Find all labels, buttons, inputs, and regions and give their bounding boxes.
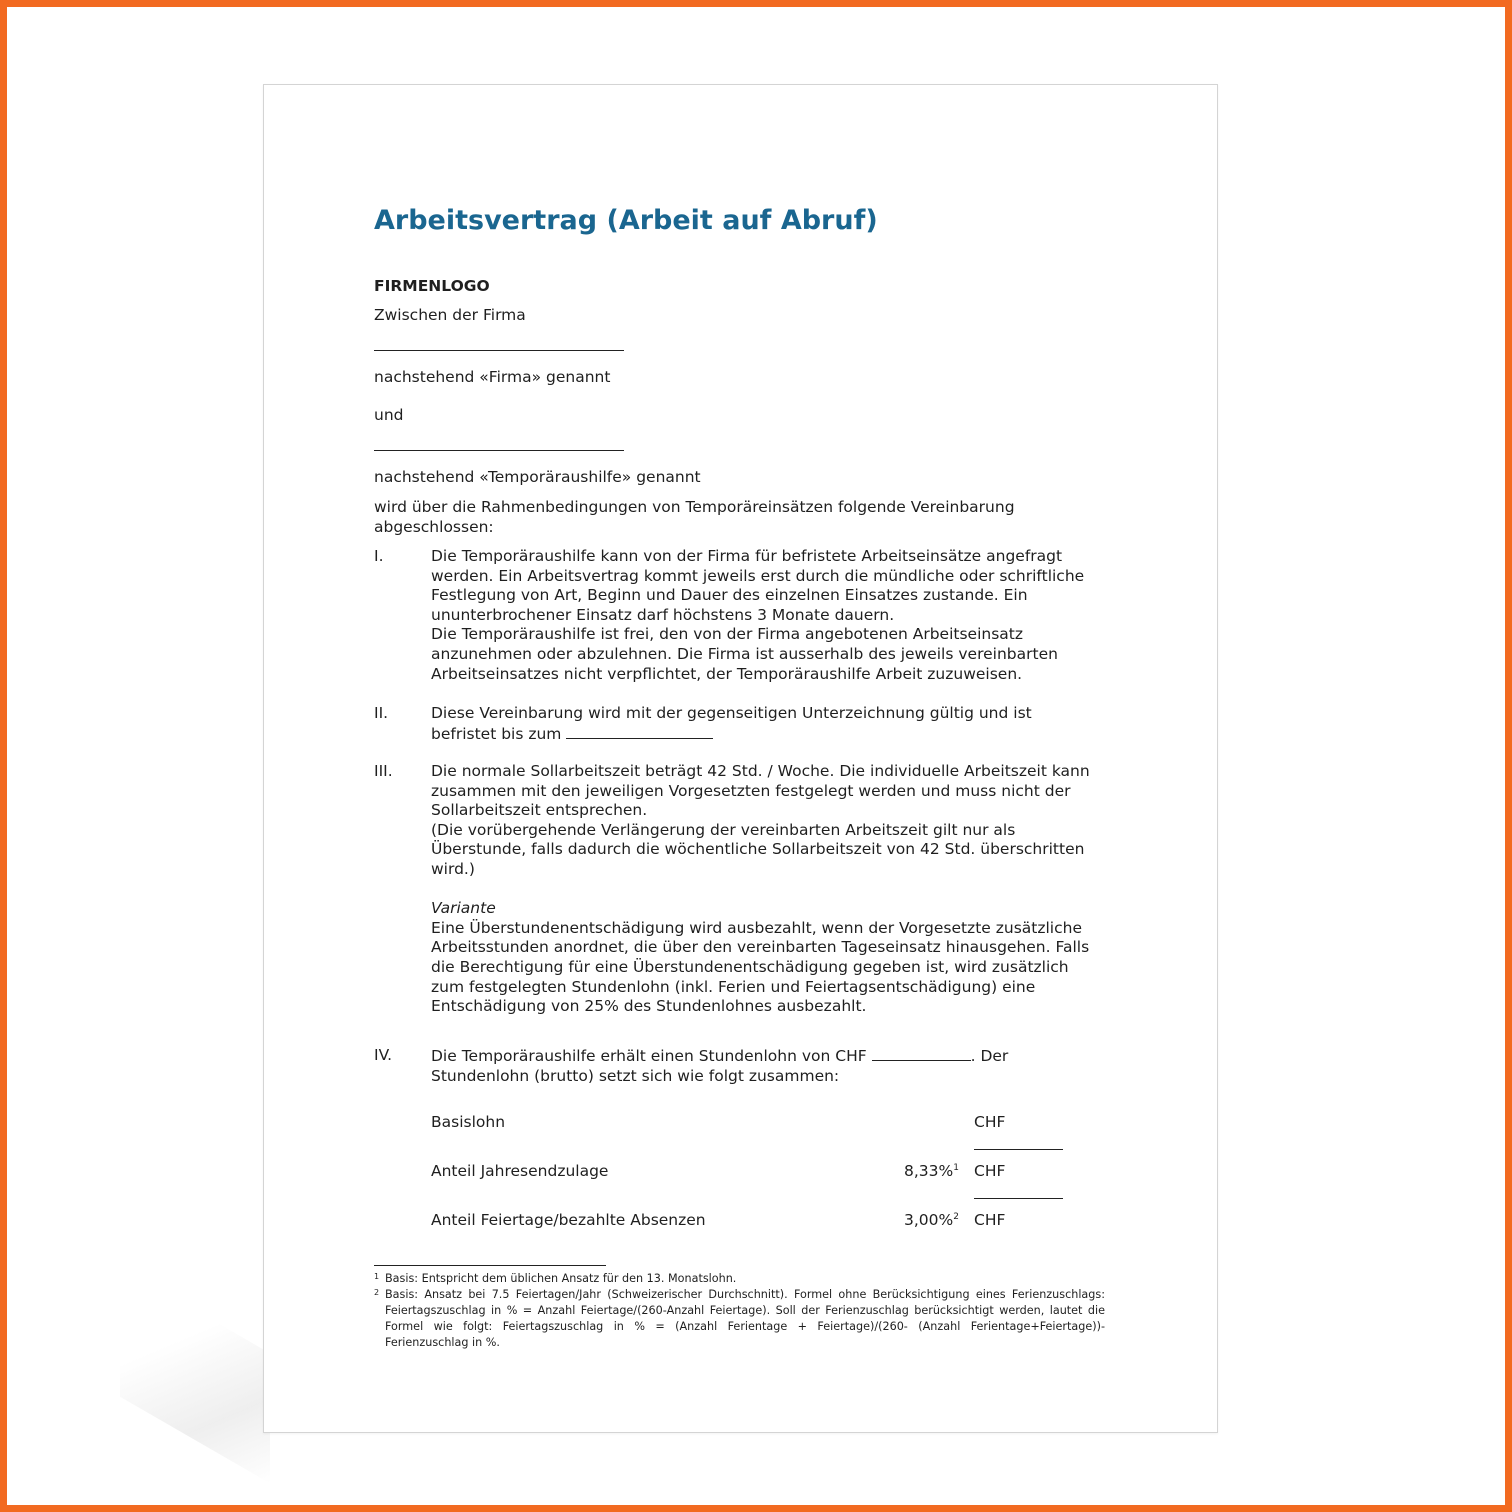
wage-row (431, 1162, 1071, 1184)
hourly-wage-line[interactable] (872, 1046, 971, 1061)
section-2-text: Diese Vereinbarung wird mit der gegenseitigen Unterzeichnung gültig und ist befristet bis zum (431, 704, 1032, 743)
wage-row-currency: CHF (974, 1162, 1006, 1180)
footnote-mark: 1 (374, 1272, 380, 1281)
variant-label: Variante (431, 899, 496, 918)
and-label: und (374, 406, 404, 424)
section-2-body (431, 704, 1101, 744)
variant-text: Eine Überstundenentschädigung wird ausbezahlt, wenn der Vorgesetzte zusätzliche Arbeitsstunden anordnet, die über den vereinbarten Tageseinsatz hinausgehen. Falls die Berechtigung für eine Überstundenentschädigung gegeben ist, wird zusätzlich zum festgelegten Stundenlohn (inkl. Ferien und Feiertagsentschädigung) eine Entschädigung von 25% des Stundenlohnes ausbezahlt. (431, 918, 1090, 1016)
section-4-body (431, 1046, 1101, 1086)
document-page (263, 84, 1218, 1433)
section-4-text: Die Temporäraushilfe erhält einen Stundenlohn von CHF (431, 1047, 867, 1065)
company-logo-placeholder: FIRMENLOGO (374, 277, 490, 295)
footnote-mark: 2 (374, 1288, 380, 1297)
section-1-text: Die Temporäraushilfe kann von der Firma für befristete Arbeitseinsätze angefragt werden. Ein Arbeitsvertrag kommt jeweils erst durch die mündliche oder schriftliche Festlegung von Art, Beginn und Dauer des einzelnen Einsatzes zustande. Ein ununterbrochener Einsatz darf höchstens 3 Monate dauern. (431, 547, 1085, 624)
wage-row-label: Anteil Jahresendzulage (431, 1162, 609, 1180)
end-date-line[interactable] (566, 724, 713, 739)
wage-amount-line[interactable] (974, 1149, 1063, 1150)
aushilfe-named-label: nachstehend «Temporäraushilfe» genannt (374, 468, 701, 486)
section-number-1: I. (374, 547, 384, 565)
footnote-ref-2: 2 (953, 1211, 959, 1222)
wage-row-currency: CHF (974, 1113, 1006, 1131)
section-number-4: IV. (374, 1046, 393, 1064)
between-label: Zwischen der Firma (374, 306, 526, 324)
wage-row-label: Basislohn (431, 1113, 506, 1131)
section-3-body (431, 762, 1101, 1017)
wage-row (431, 1211, 1071, 1233)
wage-amount-line[interactable] (974, 1198, 1063, 1199)
footnote-text: Basis: Entspricht dem üblichen Ansatz für den 13. Monatslohn. (385, 1272, 737, 1285)
firma-named-label: nachstehend «Firma» genannt (374, 368, 611, 386)
footnote-2 (374, 1287, 1105, 1351)
section-3-text-2: (Die vorübergehende Verlängerung der vereinbarten Arbeitszeit gilt nur als Überstunde, falls dadurch die wöchentliche Sollarbeitszeit von 42 Std. überschritten wird.) (431, 820, 1085, 878)
section-number-3: III. (374, 762, 393, 780)
section-3-text: Die normale Sollarbeitszeit beträgt 42 Std. / Woche. Die individuelle Arbeitszeit kann zusammen mit den jeweiligen Vorgesetzten festgelegt werden und muss nicht der Sollarbeitszeit entsprechen. (431, 762, 1090, 820)
footnote-ref-1: 1 (953, 1162, 959, 1173)
wage-row-currency: CHF (974, 1211, 1006, 1229)
section-1-body (431, 547, 1101, 684)
wage-row (431, 1113, 1071, 1135)
employee-name-line[interactable] (374, 450, 624, 451)
wage-row-percent: 3,00%$^2$ (904, 1211, 959, 1229)
section-4-text-2: . Der Stundenlohn (brutto) setzt sich wie folgt zusammen: (431, 1047, 1009, 1085)
wage-row-percent: 8,33%$^1$ (904, 1162, 959, 1180)
wage-row-label: Anteil Feiertage/bezahlte Absenzen (431, 1211, 706, 1229)
intro-paragraph: wird über die Rahmenbedingungen von Temporäreinsätzen folgende Vereinbarung abgeschlossen: (374, 498, 1015, 536)
section-1-text-2: Die Temporäraushilfe ist frei, den von der Firma angebotenen Arbeitseinsatz anzunehmen oder abzulehnen. Die Firma ist ausserhalb des jeweils vereinbarten Arbeitseinsatzes nicht verpflichtet, der Temporäraushilfe Arbeit zuzuweisen. (431, 625, 1058, 683)
footnote-1 (374, 1271, 1105, 1287)
document-title: Arbeitsvertrag (Arbeit auf Abruf) (374, 205, 878, 236)
footnote-text: Basis: Ansatz bei 7.5 Feiertagen/Jahr (Schweizerischer Durchschnitt). Formel ohne Berücksichtigung eines Ferienzuschlags: Feiertagszuschlag in % = Anzahl Feiertage/(260-Anzahl Feiertage). Soll der Ferienzuschlag berücksichtigt werden, lautet die Formel wie folgt: Feiertagszuschlag in % = (Anzahl Ferientage + Feiertage)/(260- (Anzahl Ferientage+Feiertage))-Ferienzuschlag in %. (385, 1288, 1105, 1349)
footnote-separator (374, 1265, 606, 1266)
company-name-line[interactable] (374, 350, 624, 351)
section-number-2: II. (374, 704, 389, 722)
